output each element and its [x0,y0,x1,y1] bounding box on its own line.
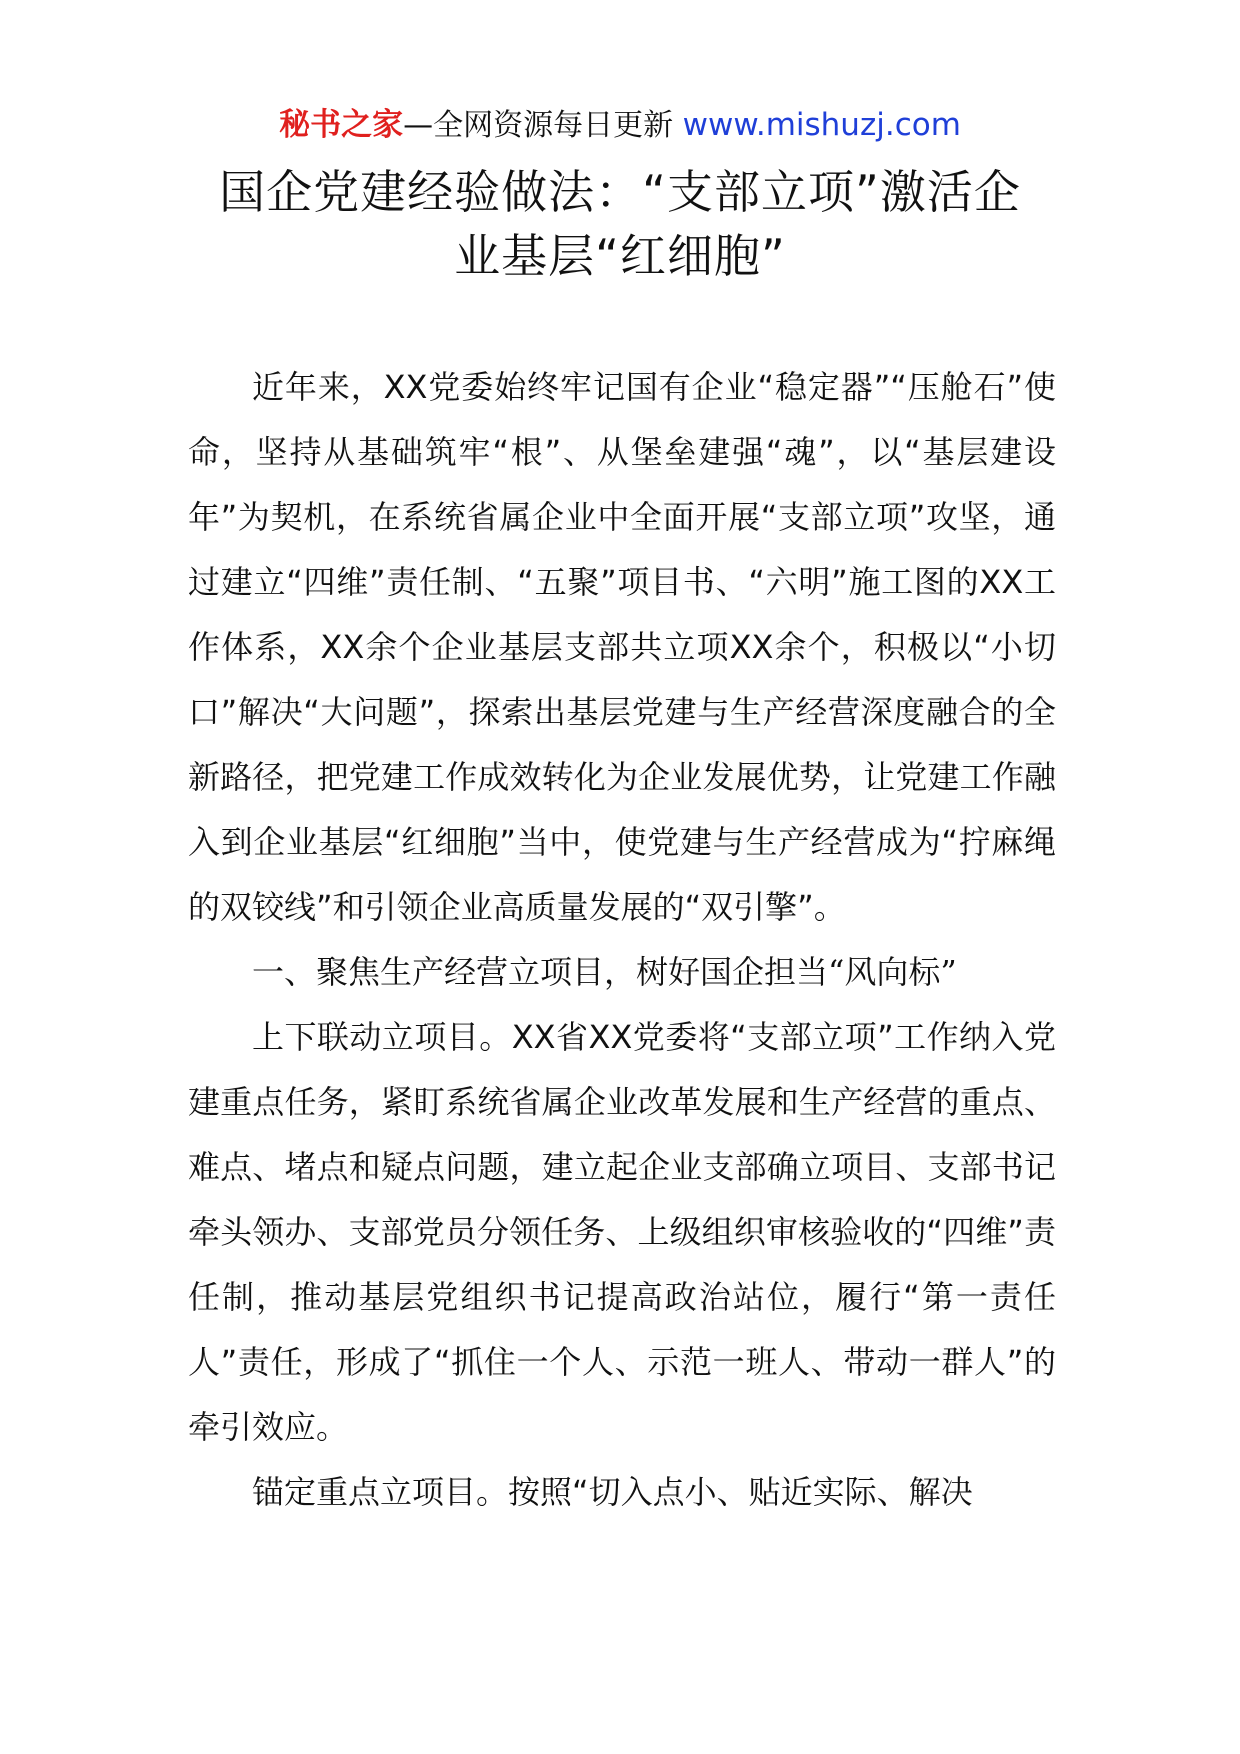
brand-name: 秘书之家 [279,107,404,143]
brand-slogan: —全网资源每日更新 [403,108,683,143]
site-url-link[interactable]: www.mishuzj.com [682,107,961,143]
document-title [150,160,1090,288]
title-line-2: 业基层“红细胞” [454,229,786,283]
section-heading-1: 一、聚焦生产经营立项目，树好国企担当“风向标” [252,953,957,991]
title-line-1: 国企党建经验做法：“支部立项”激活企 [219,165,1021,219]
body-paragraph: 锚定重点立项目。按照“切入点小、贴近实际、解决 [252,1473,973,1511]
body-paragraph: 上下联动立项目。XX省XX党委将“支部立项”工作纳入党建重点任务，紧盯系统省属企业改革发展和生产经营的重点、难点、堵点和疑点问题，建立起企业支部确立项目、支部书记牵头领办、支部党员分领任务、上级组织审核验收的“四维”责任制，推动基层党组织书记提高政治站位，履行“第一责任人”责任，形成了“抓住一个人、示范一班人、带动一群人”的牵引效应。 [188,1018,1056,1446]
watermark-header [0,100,1240,150]
intro-paragraph: 近年来，XX党委始终牢记国有企业“稳定器”“压舱石”使命，坚持从基础筑牢“根”、从堡垒建强“魂”，以“基层建设年”为契机，在系统省属企业中全面开展“支部立项”攻坚，通过建立“四维”责任制、“五聚”项目书、“六明”施工图的XX工作体系，XX余个企业基层支部共立项XX余个，积极以“小切口”解决“大问题”，探索出基层党建与生产经营深度融合的全新路径，把党建工作成效转化为企业发展优势，让党建工作融入到企业基层“红细胞”当中，使党建与生产经营成为“拧麻绳的双铰线”和引领企业高质量发展的“双引擎”。 [188,368,1056,926]
document-body [188,355,1056,1525]
